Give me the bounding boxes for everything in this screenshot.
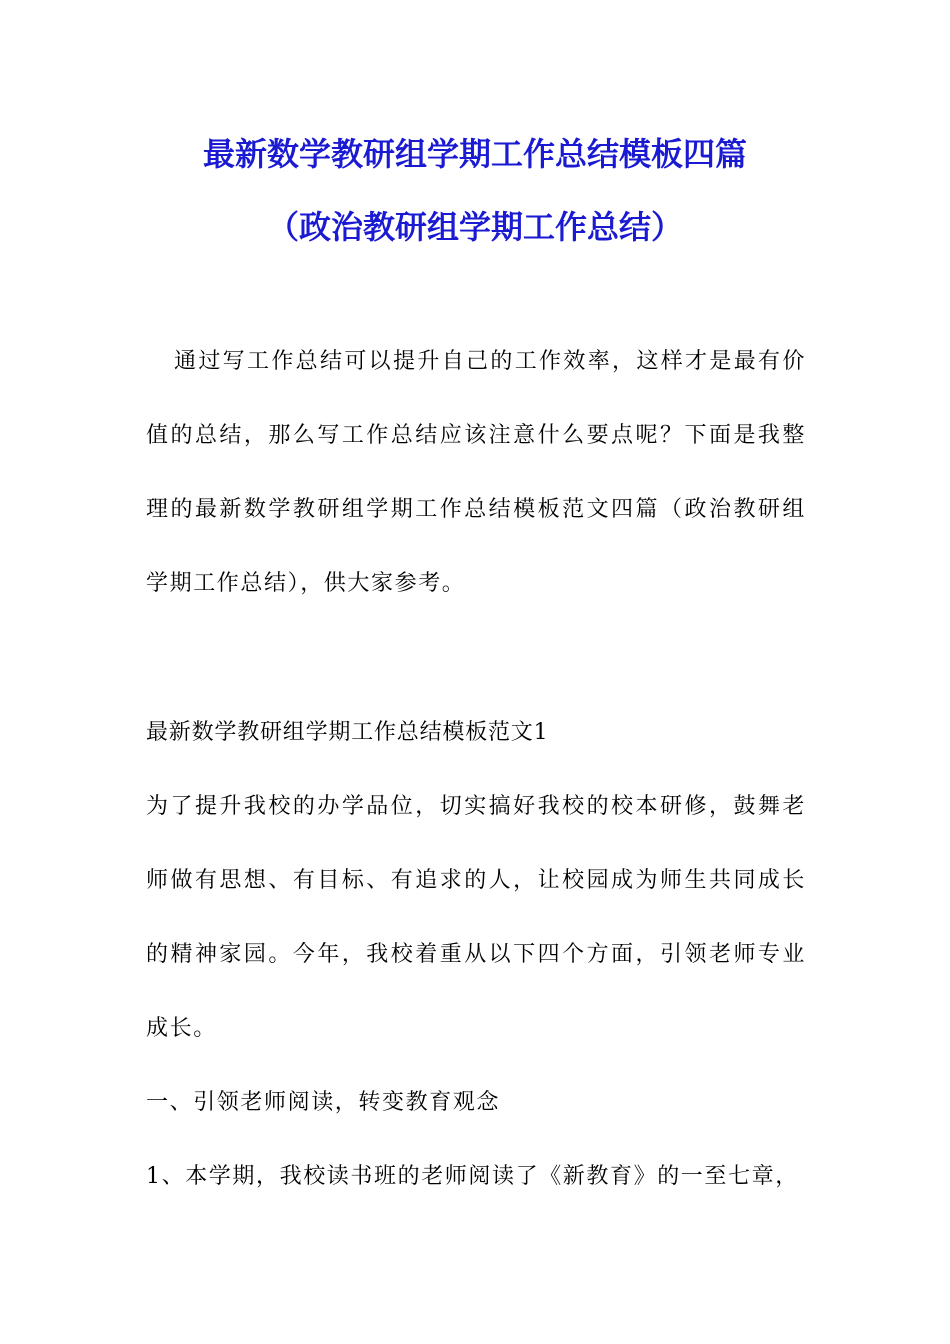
document-title: 最新数学教研组学期工作总结模板四篇 <box>202 135 747 173</box>
main-section <box>146 696 806 1214</box>
body-paragraph: 为了提升我校的办学品位，切实搞好我校的校本研修，鼓舞老师做有思想、有目标、有追求的人，让校园成为师生共同成长的精神家园。今年，我校着重从以下四个方面，引领老师专业成长。 <box>146 794 806 1041</box>
subheading: 一、引领老师阅读，转变教育观念 <box>146 1090 501 1115</box>
section-heading: 最新数学教研组学期工作总结模板范文1 <box>146 720 549 745</box>
document-subtitle: （政治教研组学期工作总结） <box>266 208 683 246</box>
intro-paragraph: 通过写工作总结可以提升自己的工作效率，这样才是最有价值的总结，那么写工作总结应该注意什么要点呢？下面是我整理的最新数学教研组学期工作总结模板范文四篇（政治教研组学期工作总结），供大家参考。 <box>146 349 806 596</box>
list-item: 1、本学期，我校读书班的老师阅读了《新教育》的一至七章， <box>146 1164 799 1189</box>
intro-section <box>146 325 806 621</box>
